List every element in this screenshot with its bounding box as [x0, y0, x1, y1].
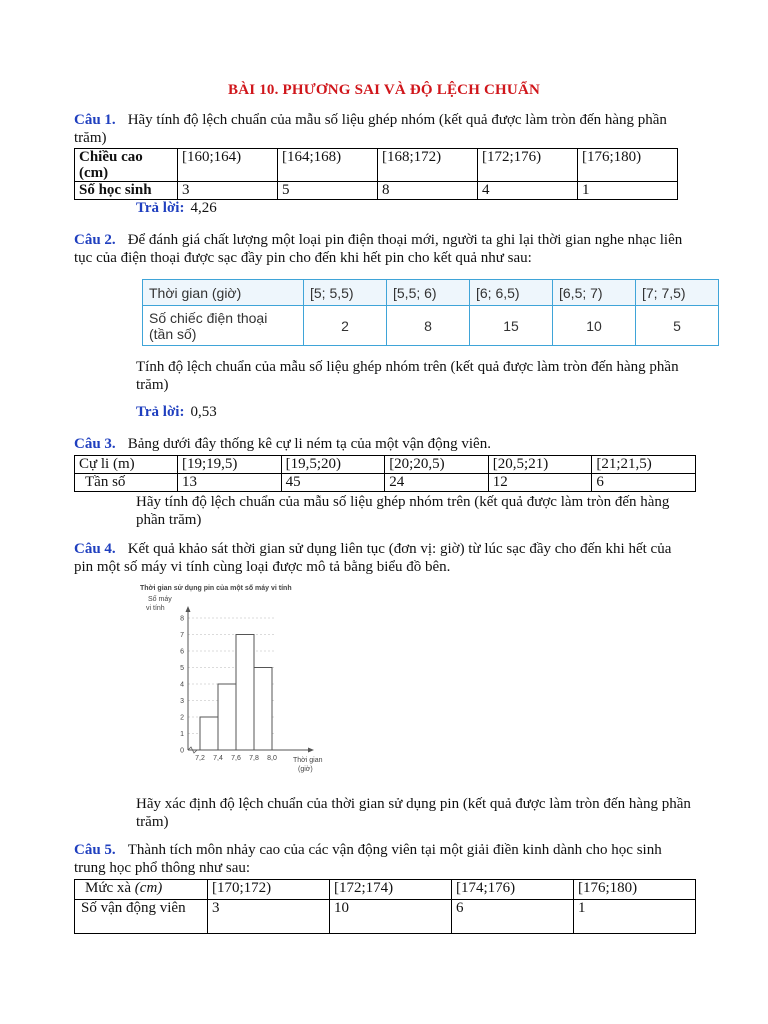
table-cell: 12: [488, 474, 592, 492]
table-cell: 6: [452, 900, 574, 934]
table-row: [75, 456, 696, 474]
question-3-text: Bảng dưới đây thống kê cự li ném tạ của một vận động viên.: [127, 436, 491, 452]
table-cell: 8: [387, 306, 470, 346]
chart-x-arrow-icon: [308, 748, 314, 753]
question-4-label: Câu 4.: [74, 541, 116, 557]
chart-bar: [236, 635, 254, 751]
chart-bar: [254, 668, 272, 751]
table-cell: [19,5;20): [281, 456, 385, 474]
table-header-cell: [75, 880, 208, 900]
table-header-cell: Số học sinh: [75, 182, 178, 200]
table-cell: [5,5; 6): [387, 280, 470, 306]
table-cell: 5: [278, 182, 378, 200]
page-title: BÀI 10. PHƯƠNG SAI VÀ ĐỘ LỆCH CHUẨN: [227, 82, 541, 98]
chart-y-tick-label: 0: [180, 747, 184, 755]
chart-xlabel: (giờ): [298, 766, 313, 773]
question-1: [74, 111, 694, 147]
chart-ylabel: vi tính: [146, 605, 165, 612]
table-header-cell: Số vận động viên: [75, 900, 208, 934]
question-2-label: Câu 2.: [74, 232, 116, 248]
chart-bar: [200, 717, 218, 750]
histogram-chart: [138, 580, 338, 780]
question-5: [74, 841, 694, 877]
answer-label: Trả lời:: [136, 404, 185, 420]
table-header-cell: Thời gian (giờ): [143, 280, 304, 306]
table-cell: 8: [378, 182, 478, 200]
table-row: [75, 880, 696, 900]
table-cell: 45: [281, 474, 385, 492]
table-row: [75, 474, 696, 492]
chart-y-tick-label: 6: [180, 648, 184, 656]
table-header-cell: Chiều cao (cm): [75, 149, 178, 182]
table-header-cell: Cự li (m): [75, 456, 178, 474]
table-cell: [168;172): [378, 149, 478, 182]
table-cell: [172;176): [478, 149, 578, 182]
table-cell: [21;21,5): [592, 456, 696, 474]
question-4-text: Kết quả khảo sát thời gian sử dụng liên tục (đơn vị: giờ) từ lúc sạc đầy cho đến khi hết của pin một số máy vi tính cùng loại được mô tả bằng biểu đồ bên.: [74, 541, 672, 575]
table-cell: [160;164): [178, 149, 278, 182]
question-4: [74, 540, 694, 576]
chart-title: Thời gian sử dụng pin của một số máy vi tính: [140, 585, 292, 592]
table-cell: [20;20,5): [385, 456, 489, 474]
question-3: [74, 435, 694, 453]
table-height: [74, 148, 678, 200]
table-cell: 4: [478, 182, 578, 200]
table-cell: [174;176): [452, 880, 574, 900]
chart-x-tick-label: 8,0: [267, 755, 277, 762]
table-cell: 2: [304, 306, 387, 346]
row-head-text: Mức xà: [85, 880, 132, 896]
question-3-label: Câu 3.: [74, 436, 116, 452]
table-battery: [142, 279, 719, 346]
row-head-line: Số chiếc điện thoại: [149, 309, 268, 326]
chart-y-tick-label: 5: [180, 665, 184, 672]
table-cell: 24: [385, 474, 489, 492]
table-cell: [6; 6,5): [470, 280, 553, 306]
table-cell: [164;168): [278, 149, 378, 182]
table-header-cell: [143, 306, 304, 346]
table-cell: [170;172): [208, 880, 330, 900]
answer-2: [136, 404, 217, 421]
table-cell: [20,5;21): [488, 456, 592, 474]
row-head-line: (tần số): [149, 325, 197, 342]
table-cell: 13: [178, 474, 282, 492]
table-cell: [176;180): [574, 880, 696, 900]
chart-bar: [218, 684, 236, 750]
question-3-instruction: Hãy tính độ lệch chuẩn của mẫu số liệu ghép nhóm trên (kết quả được làm tròn đến hàng phần trăm): [136, 494, 670, 528]
table-cell: 10: [553, 306, 636, 346]
table-cell: [6,5; 7): [553, 280, 636, 306]
table-cell: 6: [592, 474, 696, 492]
table-cell: 3: [178, 182, 278, 200]
chart-y-arrow-icon: [186, 606, 191, 612]
table-cell: [176;180): [578, 149, 678, 182]
table-cell: [172;174): [330, 880, 452, 900]
chart-ylabel: Số máy: [148, 596, 172, 603]
question-2-instruction: Tính độ lệch chuẩn của mẫu số liệu ghép nhóm trên (kết quả được làm tròn đến hàng phần trăm): [136, 359, 679, 393]
table-cell: [7; 7,5): [636, 280, 719, 306]
table-row: [143, 280, 719, 306]
question-2-text: Để đánh giá chất lượng một loại pin điện thoại mới, người ta ghi lại thời gian nghe nhạc liên tục của điện thoại được sạc đầy pin cho đến khi hết pin cho kết quả như sau:: [74, 232, 683, 266]
table-row: [75, 182, 678, 200]
table-cell: [5; 5,5): [304, 280, 387, 306]
chart-x-tick-label: 7,4: [213, 755, 223, 762]
question-1-label: Câu 1.: [74, 112, 116, 128]
table-shotput: [74, 455, 696, 492]
table-row: [143, 306, 719, 346]
question-5-label: Câu 5.: [74, 842, 116, 858]
table-row: [75, 900, 696, 934]
chart-y-tick-label: 1: [180, 731, 184, 738]
table-header-cell: Tần số: [75, 474, 178, 492]
chart-y-tick-label: 7: [180, 632, 184, 639]
answer-1: [136, 200, 217, 217]
chart-y-tick-label: 3: [180, 698, 184, 705]
row-head-unit: (cm): [134, 880, 163, 896]
answer-label: Trả lời:: [136, 200, 185, 216]
table-cell: 10: [330, 900, 452, 934]
question-5-text: Thành tích môn nhảy cao của các vận động viên tại một giải điền kinh dành cho học sinh trung học phổ thông như sau:: [74, 842, 662, 876]
chart-x-tick-label: 7,2: [195, 755, 205, 762]
chart-x-tick-label: 7,6: [231, 755, 241, 762]
chart-y-tick-label: 2: [180, 714, 184, 722]
question-2: [74, 231, 694, 267]
chart-x-tick-label: 7,8: [249, 755, 259, 762]
table-cell: [19;19,5): [178, 456, 282, 474]
chart-y-tick-label: 8: [180, 615, 184, 623]
answer-value: 4,26: [190, 200, 217, 216]
answer-value: 0,53: [190, 404, 217, 420]
question-4-instruction: Hãy xác định độ lệch chuẩn của thời gian sử dụng pin (kết quả được làm tròn đến hàng phần trăm): [136, 796, 691, 830]
chart-y-tick-label: 4: [180, 681, 184, 689]
table-cell: 3: [208, 900, 330, 934]
table-highjump: [74, 879, 696, 934]
table-cell: 5: [636, 306, 719, 346]
table-cell: 1: [578, 182, 678, 200]
table-row: [75, 149, 678, 182]
chart-xlabel: Thời gian: [293, 757, 323, 764]
table-cell: 15: [470, 306, 553, 346]
table-cell: 1: [574, 900, 696, 934]
question-1-text: Hãy tính độ lệch chuẩn của mẫu số liệu ghép nhóm (kết quả được làm tròn đến hàng phần trăm): [74, 112, 667, 146]
